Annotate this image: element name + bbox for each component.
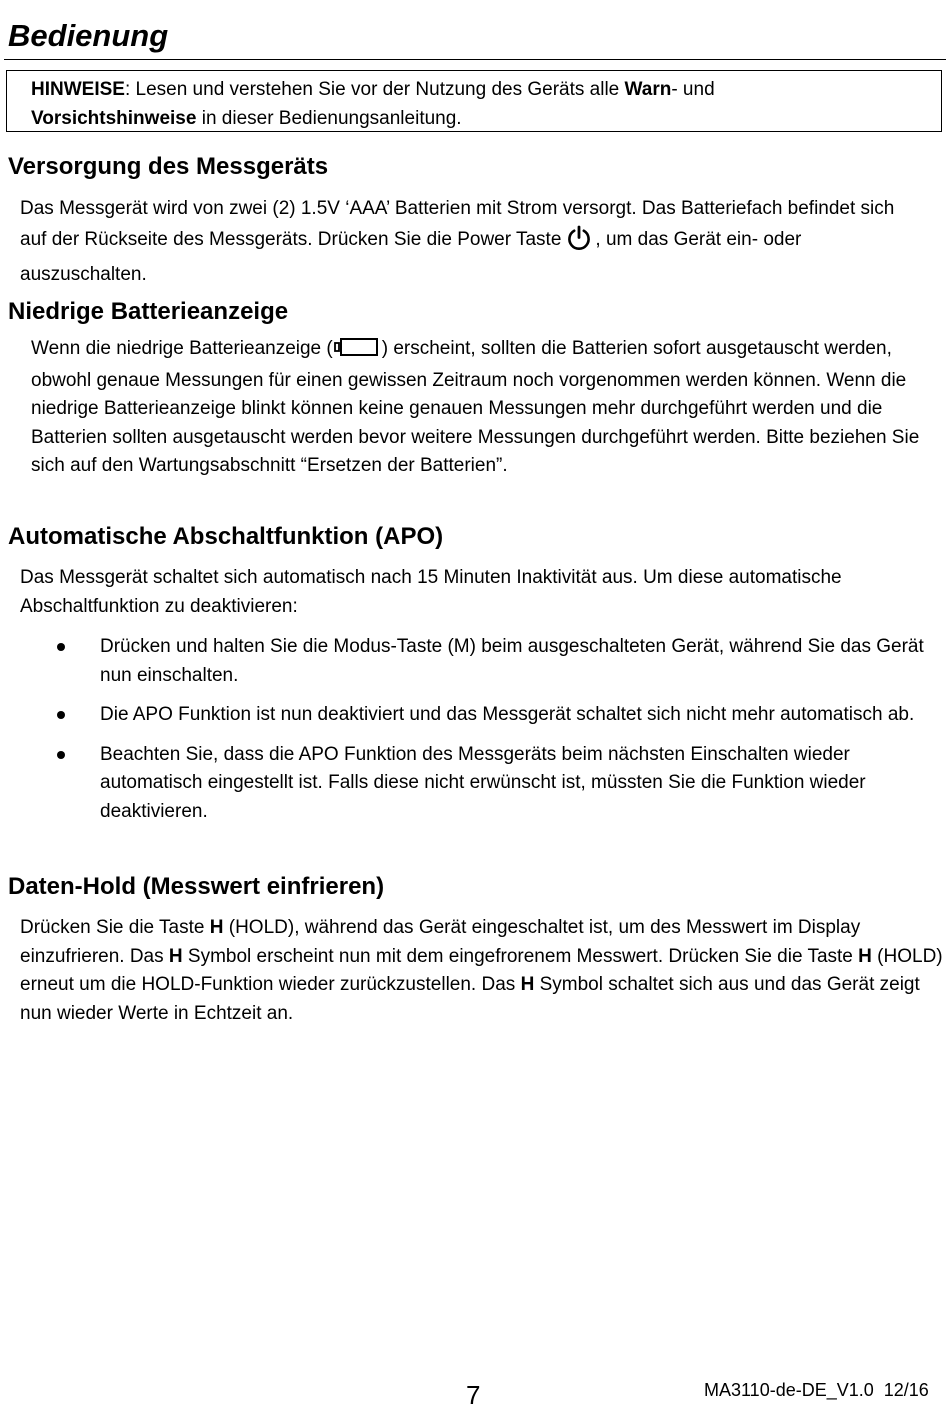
hold-symbol: H <box>168 945 183 967</box>
list-item-text: Die APO Funktion ist nun deaktiviert und das Messgerät schaltet sich nicht mehr automatisch ab. <box>100 704 915 725</box>
section-heading-apo: Automatische Abschaltfunktion (APO) <box>8 523 444 550</box>
list-item-text: Beachten Sie, dass die APO Funktion des Messgeräts beim nächsten Einschalten wieder automatisch eingestellt ist. Falls diese nicht erwünscht ist, müssten Sie die Funktion wieder deaktivieren. <box>100 743 866 822</box>
list-item <box>20 633 945 690</box>
notice-label: HINWEISE <box>31 79 125 100</box>
low-battery-text: Wenn die niedrige Batterieanzeige ( <box>31 338 333 359</box>
notice-box <box>6 70 942 132</box>
low-battery-text: ) erscheint, sollten die Batterien sofort ausgetauscht werden, obwohl genaue Messungen für einen gewissen Zeitraum noch vorgenommen werden können. Wenn die niedrige Batterieanzeige blinkt können keine genauen Messungen mehr durchgeführt werden und die Batterien sollten ausgetauscht werden bevor weitere Messungen durchgeführt werden. Bitte beziehen Sie sich auf den Wartungsabschnitt “Ersetzen der Batterien”. <box>31 338 920 476</box>
bullet-icon <box>57 751 65 759</box>
power-icon <box>565 224 593 262</box>
list-item-text: Drücken und halten Sie die Modus-Taste (M) beim ausgeschalteten Gerät, während Sie das Gerät nun einschalten. <box>100 636 924 686</box>
notice-text: : Lesen und verstehen Sie vor der Nutzung des Geräts alle <box>124 79 625 100</box>
data-hold-text: (HOLD), während das Gerät eingeschaltet ist, um des Messwert im Display einzufrieren. Das <box>20 917 861 967</box>
power-supply-text: , um das Gerät ein- oder auszuschalten. <box>20 228 802 285</box>
list-item <box>20 741 945 827</box>
hold-symbol: H <box>209 917 224 938</box>
power-supply-text: Das Messgerät wird von zwei (2) 1.5V ‘AAA’ Batterien mit Strom versorgt. Das Batteriefach befindet sich auf der Rückseite des Messgeräts. Drücken Sie die Power Taste <box>20 198 895 250</box>
power-supply-paragraph <box>20 195 920 290</box>
bullet-icon <box>57 643 65 651</box>
data-hold-text: Drücken Sie die Taste <box>20 917 210 938</box>
section-heading-power-supply: Versorgung des Messgeräts <box>8 153 329 180</box>
battery-icon <box>334 337 380 367</box>
notice-text: - und <box>671 79 715 100</box>
notice-bold-caution: Vorsichtshinweise <box>31 107 197 129</box>
data-hold-text: (HOLD) erneut um die HOLD-Funktion wieder zurückzustellen. Das <box>20 945 943 995</box>
page-title: Bedienung <box>8 18 169 53</box>
data-hold-paragraph <box>20 914 946 1028</box>
bullet-icon <box>57 711 65 719</box>
data-hold-text: Symbol erscheint nun mit dem eingefrorenem Messwert. Drücken Sie die Taste <box>182 945 859 967</box>
document-id: MA3110-de-DE_V1.0 12/16 <box>704 1380 929 1400</box>
title-divider <box>4 59 946 60</box>
data-hold-text: Symbol schaltet sich aus und das Gerät zeigt nun wieder Werte in Echtzeit an. <box>20 974 920 1024</box>
section-heading-data-hold: Daten-Hold (Messwert einfrieren) <box>8 873 385 900</box>
page-number: 7 <box>466 1380 481 1410</box>
hold-symbol: H <box>520 974 535 995</box>
list-item <box>20 701 945 730</box>
low-battery-paragraph <box>31 335 931 481</box>
notice-text: in dieser Bedienungsanleitung. <box>196 107 462 129</box>
notice-bold-warn: Warn <box>624 79 672 100</box>
hold-symbol: H <box>858 945 872 967</box>
apo-bullet-list <box>20 633 945 837</box>
apo-intro-paragraph: Das Messgerät schaltet sich automatisch nach 15 Minuten Inaktivität aus. Um diese automatische Abschaltfunktion zu deaktivieren: <box>20 567 842 617</box>
section-heading-low-battery: Niedrige Batterieanzeige <box>8 298 289 325</box>
